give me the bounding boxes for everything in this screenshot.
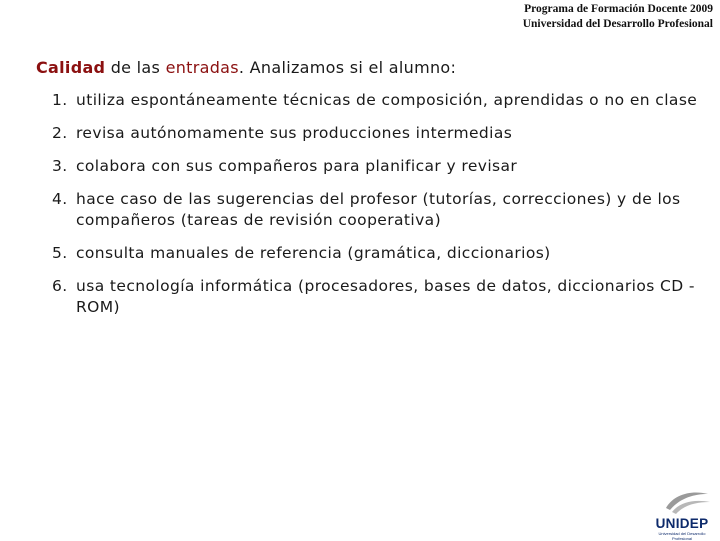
list-item (52, 276, 702, 318)
intro-keyword-entradas: entradas (165, 58, 239, 77)
list-item-text: usa tecnología informática (procesadores, bases de datos, diccionarios CD -ROM) (76, 277, 695, 316)
list-item-number: 1. (52, 91, 68, 109)
list-item-number: 6. (52, 277, 68, 295)
list-item (52, 156, 702, 177)
list-item-text: revisa autónomamente sus producciones intermedias (76, 124, 513, 142)
list-item-number: 3. (52, 157, 68, 175)
intro-keyword-calidad: Calidad (36, 58, 106, 77)
list-item-number: 2. (52, 124, 68, 142)
header (523, 2, 713, 32)
list-item (52, 243, 702, 264)
logo-tagline: Universidad del Desarrollo Profesional (658, 531, 706, 541)
intro-text-part1: de las (105, 58, 166, 77)
list-item-text: utiliza espontáneamente técnicas de composición, aprendidas o no en clase (76, 91, 698, 109)
list-item-number: 4. (52, 190, 68, 208)
unidep-swoosh-icon (648, 486, 716, 518)
list-item (52, 123, 702, 144)
list-item-text: consulta manuales de referencia (gramática, diccionarios) (76, 244, 551, 262)
list-item-text: colabora con sus compañeros para planificar y revisar (76, 157, 518, 175)
list-item (52, 90, 702, 111)
logo-wordmark: UNIDEP (655, 516, 709, 531)
unidep-logo (648, 486, 716, 541)
header-university-name: Universidad del Desarrollo Profesional (522, 18, 713, 30)
list-item-text: hace caso de las sugerencias del profesor (tutorías, correcciones) y de los compañeros (tareas de revisión cooperativa) (76, 190, 681, 229)
list-item-number: 5. (52, 244, 68, 262)
intro-heading (36, 58, 456, 77)
criteria-list (52, 90, 702, 330)
header-program-title: Programa de Formación Docente 2009 (524, 3, 713, 15)
intro-text-part2: . Analizamos si el alumno: (238, 58, 457, 77)
list-item (52, 189, 702, 231)
